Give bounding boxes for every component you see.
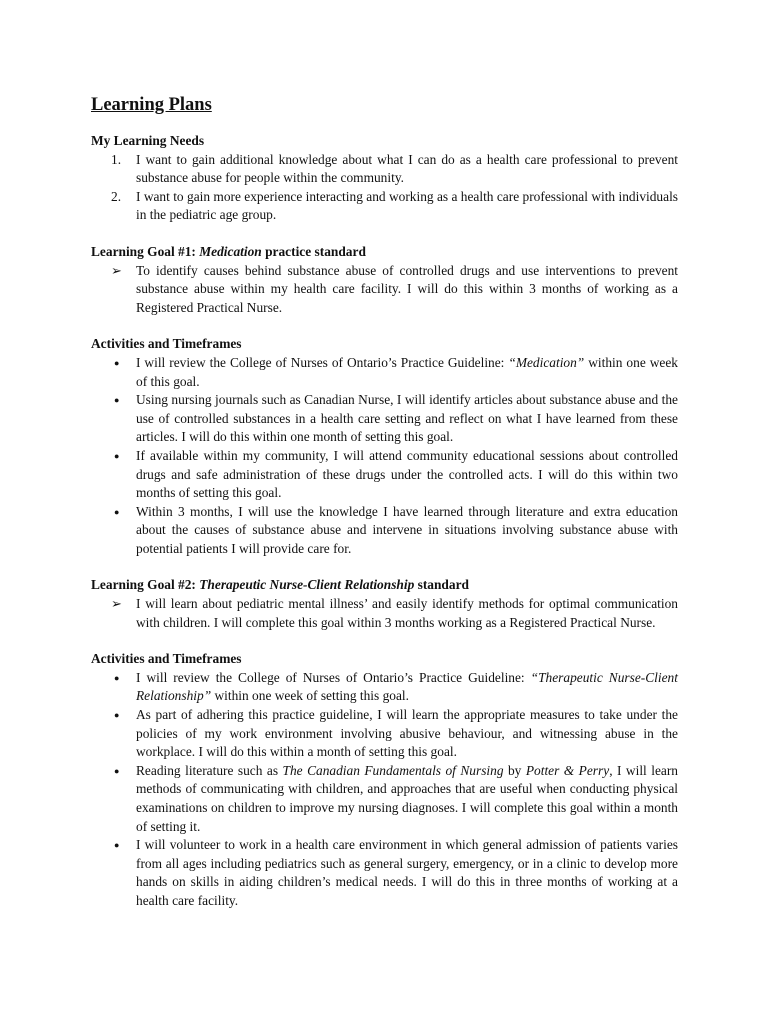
learning-need-text: I want to gain more experience interacting and working as a health care professional with individuals in the pediatric age group. [136,188,678,223]
activity-item [91,836,678,910]
bullet-icon: ● [114,765,120,776]
activity-item [91,762,678,836]
activity-quote: “Therapeutic Nurse-Client Relationship” [136,669,678,704]
bullet-icon: ● [114,395,120,406]
learning-needs-list [91,151,678,225]
activity-text-post: , I will learn methods of communicating with children, and approaches that are useful when conducting physical examinations on children to improve my nursing diagnoses. I will complete this goal within a month of setting it. [136,762,678,834]
bullet-icon: ● [114,450,120,461]
activities-1-list [91,354,678,559]
activity-text-pre: I will review the College of Nurses of Ontario’s Practice Guideline: [136,354,509,370]
activity-item [91,706,678,762]
goal-1-list [91,262,678,318]
goal-2-label: Learning Goal #2: [91,577,200,593]
goal-2-suffix: standard [414,577,469,593]
activity-item [91,447,678,503]
activity-item [91,391,678,447]
goal-1-topic: Medication [199,243,262,259]
activity-text-post: within one week of setting this goal. [211,688,409,704]
bullet-icon: ● [114,357,120,368]
activity-quote: “Medication” [508,354,585,370]
activity-item [91,669,678,706]
page-title: Learning Plans [91,95,212,115]
activity-text: Using nursing journals such as Canadian Nurse, I will identify articles about substance abuse and the use of controlled substances in a health care setting and reflect on what I have learned from these articles. I will do this within one month of setting this goal. [136,392,678,445]
arrow-bullet-icon: ➢ [111,262,122,278]
learning-need-text: I want to gain additional knowledge about what I can do as a health care professional to prevent substance abuse for people within the community. [136,151,678,186]
goal-1-item [91,262,678,318]
goal-1-label: Learning Goal #1: [91,243,200,259]
document-content [91,93,678,911]
activity-text-pre: I will review the College of Nurses of Ontario’s Practice Guideline: [136,669,531,685]
activity-text-pre: Reading literature such as [136,762,283,778]
goal-2-heading [91,576,678,595]
learning-needs-heading: My Learning Needs [91,133,205,148]
activity-text: I will volunteer to work in a health care environment in which general admission of patients varies from all ages including pediatrics such as general surgery, emergency, or in a clinic to develop more hands on skills in aiding children’s medical needs. I will do this in three months of working at a health care facility. [136,837,678,908]
activity-text: As part of adhering this practice guideline, I will learn the appropriate measures to take under the policies of my work environment involving abusive behaviour, and witnessing abuse in the workplace. I will do this within a month of setting this goal. [136,707,678,760]
bullet-icon: ● [114,840,120,851]
activity-text-post: within one week of this goal. [136,354,678,389]
goal-2-topic: Therapeutic Nurse-Client Relationship [199,577,415,593]
activity-item [91,503,678,559]
goal-1-suffix: practice standard [261,243,366,259]
bullet-icon: ● [114,672,120,683]
activities-2-heading: Activities and Timeframes [91,651,242,667]
list-number: 1. [111,151,122,167]
book-title: The Canadian Fundamentals of Nursing [282,762,504,778]
goal-1-text: To identify causes behind substance abuse of controlled drugs and use interventions to prevent substance abuse within my health care facility. I will do this within 3 months of working as a Registered Practical Nurse. [136,262,678,315]
goal-2-text: I will learn about pediatric mental illness’ and easily identify methods for optimal communication with children. I will complete this goal within 3 months working as a Registered Practical Nurse. [136,596,678,630]
activities-2-list [91,669,678,911]
list-number: 2. [111,188,122,204]
activities-1-heading: Activities and Timeframes [91,336,242,352]
goal-2-list [91,595,678,632]
learning-need-item [91,151,678,188]
learning-need-item [91,188,678,225]
activity-text: Within 3 months, I will use the knowledge I have learned through literature and extra education about the causes of substance abuse and intervene in situations involving substance abuse with potential patients I will provide care for. [136,503,678,556]
activity-text-mid: by [503,762,526,778]
bullet-icon: ● [114,710,120,721]
goal-2-item [91,595,678,632]
activity-item [91,354,678,391]
book-authors: Potter & Perry [525,762,610,778]
activity-text: If available within my community, I will attend community educational sessions about controlled drugs and safe administration of these drugs under the controlled acts. I will do this within two months of setting this goal. [136,447,678,501]
goal-1-heading [91,243,678,262]
bullet-icon: ● [114,506,120,517]
arrow-bullet-icon: ➢ [111,596,122,612]
